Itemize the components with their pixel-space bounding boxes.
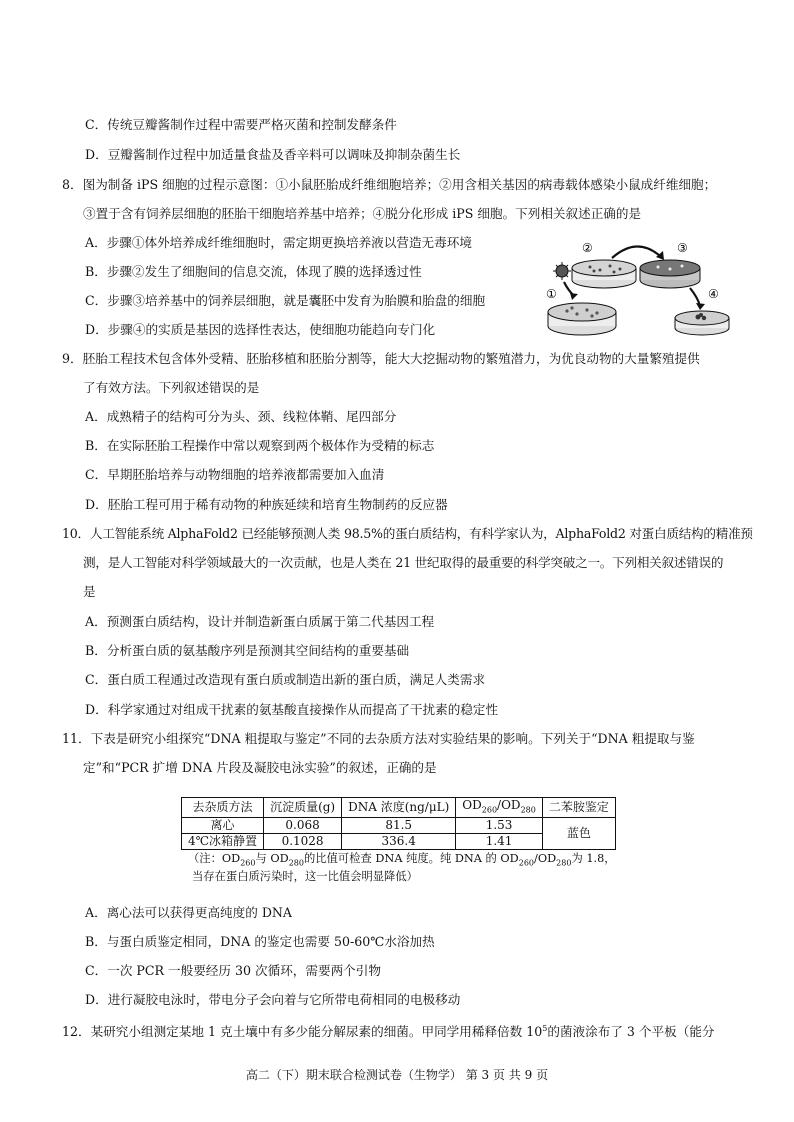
dna-results-table xyxy=(181,797,616,850)
figure-label-1: ① xyxy=(546,287,557,301)
q10-option-d: D．科学家通过对组成干扰素的氨基酸直接操作从而提高了干扰素的稳定性 xyxy=(85,702,499,717)
table-header: 沉淀质量(g) xyxy=(264,798,342,818)
culture-dish-4 xyxy=(675,311,729,335)
q8-option-b: B．步骤②发生了细胞间的信息交流，体现了膜的选择透过性 xyxy=(85,264,422,279)
table-header: DNA 浓度(ng/μL) xyxy=(342,798,456,818)
q10-option-a: A．预测蛋白质结构，设计并制造新蛋白质属于第二代基因工程 xyxy=(85,614,435,629)
q9-stem-line1: 9．胚胎工程技术包含体外受精、胚胎移植和胚胎分割等，能大大挖掘动物的繁殖潜力，为优良动物的大量繁殖提供 xyxy=(62,351,700,366)
table-cell: 81.5 xyxy=(342,818,456,834)
figure-label-3: ③ xyxy=(677,241,688,255)
ips-process-figure xyxy=(542,238,732,343)
q11-option-b: B．与蛋白质鉴定相同，DNA 的鉴定也需要 50-60℃水浴加热 xyxy=(85,934,435,949)
culture-dish-1 xyxy=(548,303,616,335)
q9-option-c: C．早期胚胎培养与动物细胞的培养液都需要加入血清 xyxy=(85,467,385,482)
table-header: 二苯胺鉴定 xyxy=(542,798,615,818)
table-cell: 1.41 xyxy=(456,834,543,850)
table-cell: 336.4 xyxy=(342,834,456,850)
q7-option-c: C．传统豆瓣酱制作过程中需要严格灭菌和控制发酵条件 xyxy=(85,117,397,132)
q8-stem-line2: ③置于含有饲养层细胞的胚胎干细胞培养基中培养；④脱分化形成 iPS 细胞。下列相关叙述正确的是 xyxy=(83,206,642,221)
figure-label-4: ④ xyxy=(708,287,719,301)
table-cell: 0.068 xyxy=(264,818,342,834)
q10-stem-line2: 测，是人工智能对科学领域最大的一次贡献，也是人类在 21 世纪取得的最重要的科学突破之一。下列相关叙述错误的 xyxy=(83,555,724,570)
table-cell: 离心 xyxy=(182,818,264,834)
q9-option-b: B．在实际胚胎工程操作中常以观察到两个极体作为受精的标志 xyxy=(85,438,435,453)
q9-option-a: A．成熟精子的结构可分为头、颈、线粒体鞘、尾四部分 xyxy=(85,409,397,424)
q10-stem-line1: 10．人工智能系统 AlphaFold2 已经能够预测人类 98.5%的蛋白质结构，有科学家认为，AlphaFold2 对蛋白质结构的精准预 xyxy=(62,526,753,541)
table-cell-diphenylamine: 蓝色 xyxy=(542,818,615,850)
table-cell: 4℃冰箱静置 xyxy=(182,834,264,850)
figure-label-2: ② xyxy=(582,241,593,255)
q9-option-d: D．胚胎工程可用于稀有动物的种族延续和培育生物制药的反应器 xyxy=(85,497,448,512)
table-note-line2: 当存在蛋白质污染时，这一比值会明显降低） xyxy=(192,870,418,883)
culture-dish-3 xyxy=(640,260,700,288)
q8-option-c: C．步骤③培养基中的饲养层细胞，就是囊胚中发育为胎膜和胎盘的细胞 xyxy=(85,293,486,308)
q12-stem-line1: 12．某研究小组测定某地 1 克土壤中有多少能分解尿素的细菌。甲同学用稀释倍数 $10^5$的菌液涂布了 3 个平板（能分 xyxy=(62,1024,715,1040)
culture-dish-2 xyxy=(572,260,636,288)
q10-option-b: B．分析蛋白质的氨基酸序列是预测其空间结构的重要基础 xyxy=(85,643,410,658)
q7-option-d: D．豆瓣酱制作过程中加适量食盐及香辛料可以调味及抑制杂菌生长 xyxy=(85,147,461,162)
page-footer: 高二（下）期末联合检测试卷（生物学） 第 3 页 共 9 页 xyxy=(245,1068,549,1082)
q9-stem-line2: 了有效方法。下列叙述错误的是 xyxy=(83,380,260,395)
table-cell: 1.53 xyxy=(456,818,543,834)
q11-option-a: A．离心法可以获得更高纯度的 DNA xyxy=(85,905,293,920)
table-header-row xyxy=(182,798,616,818)
q10-option-c: C．蛋白质工程通过改造现有蛋白质或制造出新的蛋白质，满足人类需求 xyxy=(85,672,486,687)
table-cell: 0.1028 xyxy=(264,834,342,850)
q10-stem-line3: 是 xyxy=(83,584,96,599)
table-header-od-ratio: $OD_{260}/OD_{280}$ xyxy=(456,798,543,818)
q8-stem-line1: 8．图为制备 iPS 细胞的过程示意图：①小鼠胚胎成纤维细胞培养；②用含相关基因的病毒载体感染小鼠成纤维细胞； xyxy=(62,177,717,192)
table-note-line1: （注：$OD_{260}$与 $OD_{280}$的比值可检查 DNA 纯度。纯 DNA 的 $OD_{260}/OD_{280}$为 1.8， xyxy=(188,852,616,868)
q11-stem-line2: 定”和“PCR 扩增 DNA 片段及凝胶电泳实验”的叙述，正确的是 xyxy=(83,760,437,775)
q11-option-d: D．进行凝胶电泳时，带电分子会向着与它所带电荷相同的电极移动 xyxy=(85,992,461,1007)
q11-option-c: C．一次 PCR 一般要经历 30 次循环，需要两个引物 xyxy=(85,963,381,978)
q8-option-a: A．步骤①体外培养成纤维细胞时，需定期更换培养液以营造无毒环境 xyxy=(85,235,472,250)
q8-option-d: D．步骤④的实质是基因的选择性表达，使细胞功能趋向专门化 xyxy=(85,322,436,337)
table-row xyxy=(182,818,616,834)
q11-stem-line1: 11．下表是研究小组探究“DNA 粗提取与鉴定”不同的去杂质方法对实验结果的影响。下列关于“DNA 粗提取与鉴 xyxy=(62,731,695,746)
virus-icon xyxy=(553,262,571,280)
table-header: 去杂质方法 xyxy=(182,798,264,818)
